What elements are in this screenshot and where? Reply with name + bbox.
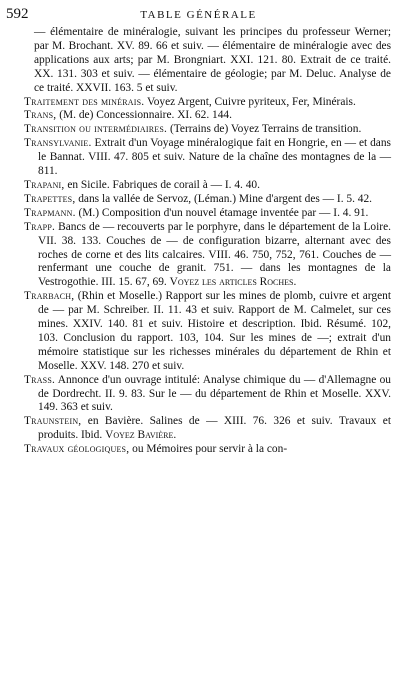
index-entry: [24, 179, 391, 193]
entry-text: — élémentaire de minéralogie, suivant les principes du professeur Werner; par M. Brochant. XV. 89. 66 et suiv. — élémentaire de minéralogie avec des applications aux arts; par M. Brongniart. XXI. 121. 80. Extrait de ce traité. XX. 131. 303 et suiv. — élémentaire de géologie; par M. Deluc. Analyse de ce traité. XXVII. 163. 5 et suiv.: [34, 26, 391, 94]
index-entry: [24, 207, 391, 221]
entry-text: en Bavière. Salines de — XIII. 76. 326 et suiv. Travaux et produits. Ibid.: [38, 415, 391, 442]
index-entry: [24, 109, 391, 123]
entry-text: ou Mémoires pour servir à la con-: [132, 443, 288, 456]
entry-cross-reference: Voyez les articles Roches.: [169, 276, 297, 289]
index-entry: [24, 123, 391, 137]
entry-headword: Transition ou intermédiaires.: [24, 123, 168, 136]
entry-headword: Trapani,: [24, 178, 65, 191]
entry-text: (Terrains de) Voyez Terrains de transition.: [169, 123, 362, 136]
page-header: [6, 6, 391, 26]
entry-headword: Travaux géologiques,: [24, 443, 130, 456]
entry-text: (Rhin et Moselle.) Rapport sur les mines de plomb, cuivre et argent de — par M. Schreiber. II. 11. 43 et suiv. Rapport de M. Calmelet, sur ces mines. XXIV. 140. 81 et suiv. Histoire et description. Ibid. Résumé. 102, 103. Conclusion du rapport. 103, 104. Sur les mines de —; extrait d'un mémoire statistique sur les richesses minérales du département de Rhin et Moselle. XXV. 148. 270 et suiv.: [38, 290, 391, 372]
entry-headword: Trapp.: [24, 220, 56, 233]
page-number: 592: [6, 6, 29, 22]
entry-text: (M. de) Concessionnaire. XI. 62. 144.: [59, 109, 232, 122]
entry-headword: Traunstein,: [24, 415, 82, 428]
entry-headword: Trapmann.: [24, 206, 76, 219]
entry-text: Bancs de — recouverts par le porphyre, dans le département de la Loire. VII. 38. 133. Couches de — de configuration bizarre, alternant avec des roches de corne et des lits calcaires. VIII. 46. 750, 752, 761. Couches de — renfermant une couche de granit. 751. — dans les montagnes de la Vestrogothie. III. 15. 67, 69.: [38, 220, 391, 289]
entry-headword: Trass.: [24, 373, 56, 386]
index-entry: [24, 290, 391, 373]
running-title: TABLE GÉNÉRALE: [140, 9, 257, 21]
index-entry: [24, 137, 391, 179]
entry-text: Annonce d'un ouvrage intitulé: Analyse chimique du — d'Allemagne ou de Dordrecht. II. 9. 83. Sur le — du département de Rhin et Moselle. XXV. 149. 363 et suiv.: [38, 373, 392, 414]
entry-headword: Trapettes,: [24, 192, 76, 205]
entry-text: en Sicile. Fabriques de corail à — I. 4. 40.: [67, 178, 260, 191]
index-entry: [24, 96, 391, 110]
entry-text: Voyez Argent, Cuivre pyriteux, Fer, Minérais.: [146, 95, 356, 108]
index-entry: [24, 374, 391, 416]
index-entry: [24, 193, 391, 207]
entry-headword: Trans,: [24, 109, 57, 122]
entry-text: Extrait d'un Voyage minéralogique fait en Hongrie, en — et dans le Bannat. VIII. 47. 805 et suiv. Nature de la chaîne des montagnes de la — 811.: [38, 137, 391, 178]
entry-headword: Trarbach,: [24, 290, 75, 303]
entry-headword: Traitement des minérais.: [24, 95, 145, 108]
index-entry: [24, 26, 391, 96]
entry-cross-reference: Voyez Bavière.: [105, 429, 177, 442]
index-entries: [24, 26, 391, 457]
index-entry: [24, 221, 391, 291]
entry-headword: Transylvanie.: [24, 137, 92, 150]
entry-text: dans la vallée de Servoz, (Léman.) Mine d'argent des — I. 5. 42.: [78, 192, 373, 205]
index-entry: [24, 415, 391, 443]
entry-text: (M.) Composition d'un nouvel étamage inventée par — I. 4. 91.: [78, 206, 369, 219]
index-entry: [24, 443, 391, 457]
